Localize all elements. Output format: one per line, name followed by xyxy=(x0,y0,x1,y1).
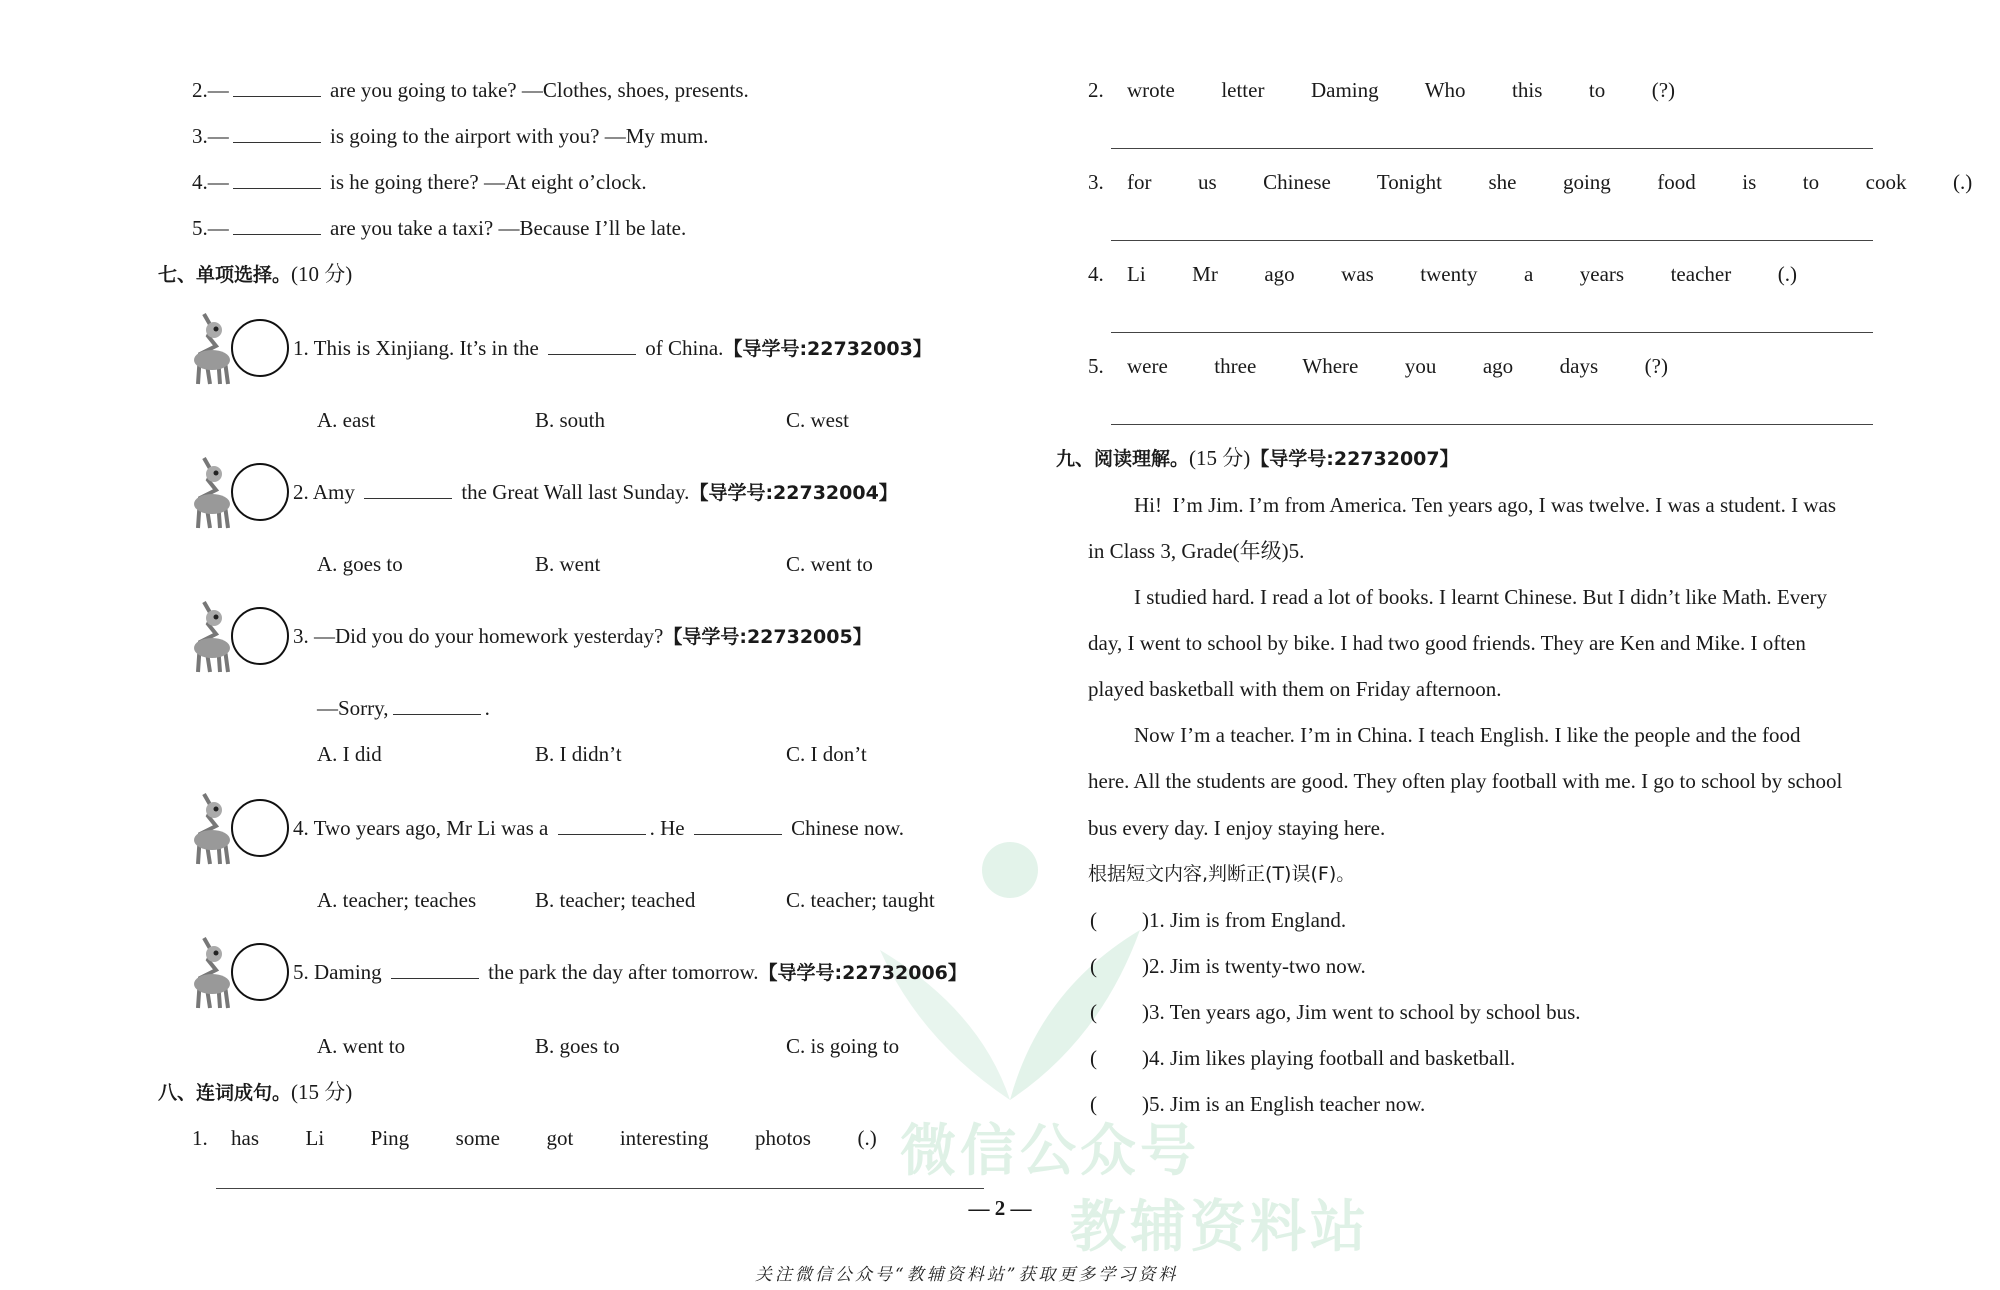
tf-statement-3: ( )3. Ten years ago, Jim went to school by school bus. xyxy=(1090,1000,1581,1024)
fill-in-item-3: 3.— is going to the airport with you? —My mum. xyxy=(192,124,709,148)
option-b: B. I didn’t xyxy=(535,742,622,766)
passage-line: bus every day. I enjoy staying here. xyxy=(1088,816,1386,840)
option-b: B. south xyxy=(535,408,606,432)
answer-blank[interactable] xyxy=(233,78,321,97)
question-3: 3. —Did you do your homework yesterday?【导学号:22732005】 xyxy=(293,624,872,648)
answer-blank[interactable] xyxy=(694,816,782,835)
answer-blank[interactable] xyxy=(233,124,321,143)
option-c: C. I don’t xyxy=(786,742,867,766)
answer-line[interactable] xyxy=(1111,424,1873,425)
answer-blank[interactable] xyxy=(233,170,321,189)
tf-statement-5: ( )5. Jim is an English teacher now. xyxy=(1090,1092,1426,1116)
option-b: B. went xyxy=(535,552,601,576)
option-a: A. east xyxy=(317,408,376,432)
answer-blank[interactable] xyxy=(391,960,479,979)
watermark-text-1: 微信公众号 xyxy=(900,1119,1200,1184)
answer-blank[interactable] xyxy=(364,480,452,499)
answer-paren[interactable]: ( xyxy=(1090,1092,1097,1116)
answer-line[interactable] xyxy=(1111,148,1873,149)
fill-in-item-5: 5.— are you take a taxi? —Because I’ll be late. xyxy=(192,216,687,240)
option-c: C. teacher; taught xyxy=(786,888,935,912)
option-a: A. goes to xyxy=(317,552,403,576)
passage-line: I studied hard. I read a lot of books. I learnt Chinese. But I didn’t like Math. Every xyxy=(1134,585,1828,609)
passage-line: played basketball with them on Friday afternoon. xyxy=(1088,677,1502,701)
deer-answer-circle-icon[interactable] xyxy=(190,452,290,532)
section-9-heading: 九、阅读理解。(15 分)【导学号:22732007】 xyxy=(1056,446,1459,470)
section-8-heading: 八、连词成句。(15 分) xyxy=(158,1080,353,1104)
option-c: C. went to xyxy=(786,552,873,576)
option-c: C. west xyxy=(786,408,849,432)
passage-line: here. All the students are good. They often play football with me. I go to school by school xyxy=(1088,769,1843,793)
question-1: 1. This is Xinjiang. It’s in the of China.【导学号:22732003】 xyxy=(293,336,932,360)
question-5: 5. Daming the park the day after tomorrow.【导学号:22732006】 xyxy=(293,960,967,984)
option-a: A. went to xyxy=(317,1034,406,1058)
answer-paren[interactable]: ( xyxy=(1090,954,1097,978)
fill-in-item-2: 2.— are you going to take? —Clothes, shoes, presents. xyxy=(192,78,749,102)
answer-line[interactable] xyxy=(216,1188,984,1189)
tf-statement-2: ( )2. Jim is twenty-two now. xyxy=(1090,954,1366,978)
passage-line: Hi! I’m Jim. I’m from America. Ten years ago, I was twelve. I was a student. I was xyxy=(1134,493,1837,517)
tf-instruction: 根据短文内容,判断正(T)误(F)。 xyxy=(1088,863,1356,885)
passage-line: in Class 3, Grade(年级)5. xyxy=(1088,539,1305,563)
word-order-item-4: 4. Li Mr ago was twenty a years teacher (.) xyxy=(1088,262,1797,286)
tf-statement-4: ( )4. Jim likes playing football and basketball. xyxy=(1090,1046,1516,1070)
fill-in-item-4: 4.— is he going there? —At eight o’clock. xyxy=(192,170,647,194)
option-a: A. teacher; teaches xyxy=(317,888,477,912)
question-2: 2. Amy the Great Wall last Sunday.【导学号:22732004】 xyxy=(293,480,898,504)
option-c: C. is going to xyxy=(786,1034,900,1058)
answer-blank[interactable] xyxy=(548,336,636,355)
watermark-text-2: 教辅资料站 xyxy=(1070,1195,1370,1260)
passage-line: Now I’m a teacher. I’m in China. I teach English. I like the people and the food xyxy=(1134,723,1801,747)
deer-answer-circle-icon[interactable] xyxy=(190,788,290,868)
word-order-item-2: 2. wrote letter Daming Who this to (?) xyxy=(1088,78,1676,102)
answer-paren[interactable]: ( xyxy=(1090,1046,1097,1070)
deer-answer-circle-icon[interactable] xyxy=(190,932,290,1012)
answer-blank[interactable] xyxy=(393,696,481,715)
tf-statement-1: ( )1. Jim is from England. xyxy=(1090,908,1347,932)
option-b: B. goes to xyxy=(535,1034,620,1058)
footer-note: 关注微信公众号“教辅资料站”获取更多学习资料 xyxy=(755,1265,1179,1285)
answer-blank[interactable] xyxy=(233,216,321,235)
option-b: B. teacher; teached xyxy=(535,888,696,912)
question-4: 4. Two years ago, Mr Li was a . He Chinese now. xyxy=(293,816,905,840)
page-number: — 2 — xyxy=(968,1196,1032,1220)
question-3-answer-line: —Sorry, . xyxy=(317,696,490,720)
section-7-heading: 七、单项选择。(10 分) xyxy=(158,262,353,286)
option-a: A. I did xyxy=(317,742,382,766)
word-order-item-5: 5. were three Where you ago days (?) xyxy=(1088,354,1668,378)
answer-paren[interactable]: ( xyxy=(1090,908,1097,932)
deer-answer-circle-icon[interactable] xyxy=(190,596,290,676)
word-order-item-3: 3. for us Chinese Tonight she going food is to cook (.) xyxy=(1088,170,1973,194)
word-order-item-1: 1. has Li Ping some got interesting photos (.) xyxy=(192,1126,877,1150)
deer-answer-circle-icon[interactable] xyxy=(190,308,290,388)
answer-blank[interactable] xyxy=(558,816,646,835)
answer-paren[interactable]: ( xyxy=(1090,1000,1097,1024)
answer-line[interactable] xyxy=(1111,240,1873,241)
answer-line[interactable] xyxy=(1111,332,1873,333)
passage-line: day, I went to school by bike. I had two good friends. They are Ken and Mike. I often xyxy=(1088,631,1806,655)
